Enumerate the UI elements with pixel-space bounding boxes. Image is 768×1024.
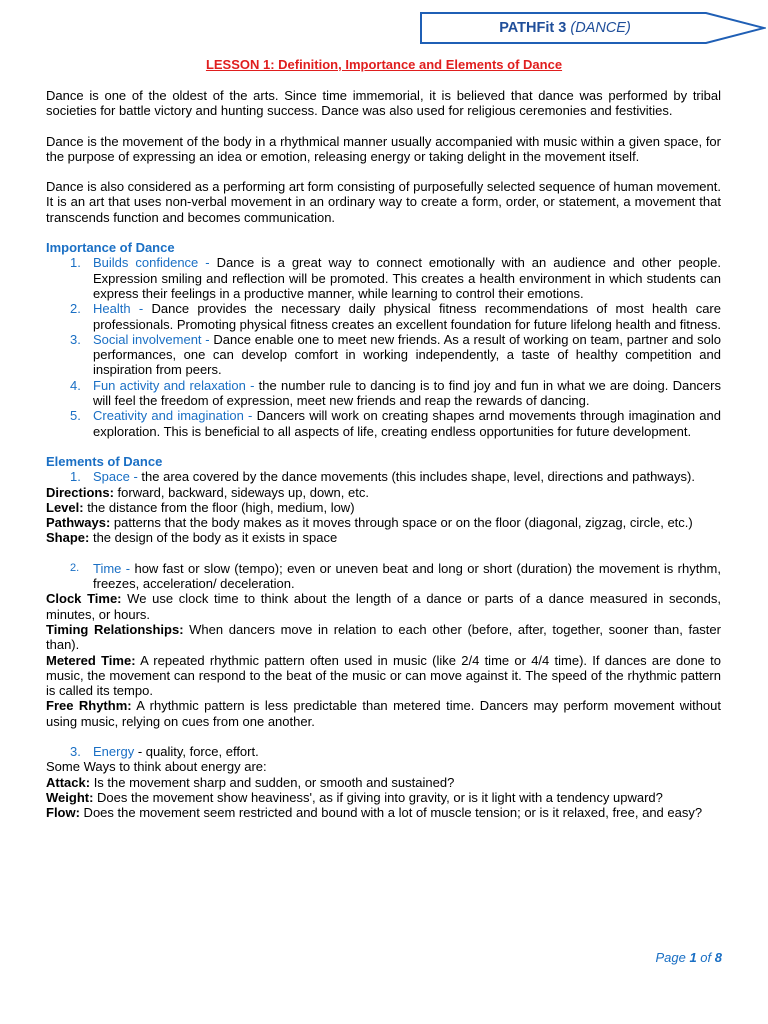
item-text: Dance is a great way to connect emotionally with an audience and other people. Expression smiling and reflection will be promoted. This creates a health environment in which students can express their feelings in a productive manner, while learning to control their emotions.: [93, 255, 721, 301]
elements-list-time: [46, 561, 721, 592]
item-number: 5.: [70, 408, 81, 424]
definition-text: the distance from the floor (high, medium, low): [83, 499, 355, 515]
document-body: [46, 88, 721, 820]
definition-line: [46, 622, 721, 653]
elements-list-space: [46, 469, 721, 484]
definition-text: the design of the body as it exists in space: [89, 530, 338, 546]
item-text: - quality, force, effort.: [134, 743, 259, 759]
intro-paragraph: Dance is one of the oldest of the arts. Since time immemorial, it is believed that dance was performed by tribal societies for battle victory and hunting success. Dance was also used for religious ceremonies and festivities.: [46, 88, 721, 119]
course-open-paren: (: [570, 20, 576, 36]
elements-list-energy: [46, 744, 721, 759]
item-number: 1.: [70, 255, 81, 271]
definition-text: Does the movement seem restricted and bound with a lot of muscle tension; or is it relaxed, free, and easy?: [79, 805, 703, 821]
course-close-paren: ): [625, 20, 631, 36]
item-term: Energy: [93, 743, 135, 759]
list-item: [46, 378, 721, 409]
definition-label: Pathways:: [46, 515, 111, 531]
item-term: Time -: [93, 560, 131, 576]
list-item: [46, 332, 721, 378]
definition-line: [46, 805, 721, 820]
course-name: PATHFit 3: [499, 20, 567, 36]
course-subject: DANCE: [575, 20, 626, 36]
definition-line: [46, 591, 721, 622]
item-text: the number rule to dancing is to find joy and fun in what we are doing. Dancers will feel the freedom of expression, meet new friends and reap the rewards of dancing.: [93, 377, 721, 409]
item-number: 1.: [70, 469, 81, 485]
item-term: Creativity and imagination -: [93, 408, 253, 424]
item-text: Dance enable one to meet new friends. As a result of working on team, partner and solo performances, one can develop comfort in working independently, a taste of healthy competition and inspiration from peers.: [93, 331, 721, 378]
definition-line: [46, 775, 721, 790]
item-term: Builds confidence -: [93, 255, 210, 271]
item-number: 2.: [70, 561, 80, 574]
definition-label: Flow:: [46, 805, 80, 821]
definition-line: [46, 530, 721, 545]
page-total: 8: [714, 950, 722, 965]
definition-text: A repeated rhythmic pattern often used in music (like 2/4 time or 4/4 time). If dances are done to music, the movement can respond to the beat of the music or can move against it. The speed of the rhythmic pattern is called its tempo.: [46, 652, 721, 699]
item-number: 3.: [70, 331, 81, 347]
page-number: [655, 950, 722, 965]
definition-text: Does the movement show heaviness', as if giving into gravity, or is it light with a tendency upward?: [93, 789, 663, 805]
list-item: [46, 744, 721, 759]
item-text: Dance provides the necessary daily physical fitness recommendations of most health care professionals. Promoting physical fitness creates an excellent foundation for future lifelong health and fitness.: [93, 301, 721, 332]
definition-text: Is the movement sharp and sudden, or smooth and sustained?: [90, 774, 455, 790]
importance-heading: Importance of Dance: [46, 240, 175, 256]
page-current: 1: [689, 950, 697, 965]
item-term: Social involvement -: [93, 331, 210, 347]
item-number: 3.: [70, 743, 81, 759]
definition-text: A rhythmic pattern is less predictable than metered time. Dancers may perform movement without using music, relying on cues from one another.: [46, 698, 722, 729]
definition-label: Clock Time:: [46, 591, 122, 607]
item-term: Health -: [93, 301, 144, 317]
list-item: [46, 255, 721, 301]
definition-label: Shape:: [46, 530, 90, 546]
list-item: [46, 469, 721, 484]
intro-paragraph: Dance is the movement of the body in a rhythmical manner usually accompanied with music within a given space, for the purpose of expressing an idea or emotion, releasing energy or taking delight in the movement itself.: [46, 133, 721, 164]
definition-line: [46, 515, 721, 530]
definition-text: When dancers move in relation to each other (before, after, together, sooner than, faster than).: [46, 621, 721, 653]
definition-label: Free Rhythm:: [46, 698, 132, 714]
item-text: Dancers will work on creating shapes arnd movements through imagination and exploration. This is beneficial to all aspects of life, creating endless opportunities for future development.: [93, 408, 721, 439]
item-term: Fun activity and relaxation -: [93, 377, 255, 393]
definition-text: forward, backward, sideways up, down, etc.: [113, 484, 369, 500]
elements-heading: Elements of Dance: [46, 453, 163, 469]
definition-label: Attack:: [46, 774, 91, 790]
list-item: [46, 408, 721, 439]
definition-label: Metered Time:: [46, 652, 136, 668]
definition-label: Directions:: [46, 484, 114, 500]
list-item: [46, 301, 721, 332]
page-word: Page: [655, 950, 686, 965]
definition-line: [46, 500, 721, 515]
page-of: of: [700, 950, 712, 965]
list-item: [46, 561, 721, 592]
definition-label: Level:: [46, 499, 84, 515]
intro-paragraph: Dance is also considered as a performing art form consisting of purposefully selected sequence of human movement. It is an art that uses non-verbal movement in an ordinary way to create a form, order, or statement, a movement that transcends function and becomes communication.: [46, 179, 721, 225]
course-header-tag: [420, 12, 766, 44]
item-number: 2.: [70, 301, 81, 317]
item-term: Space -: [93, 469, 138, 485]
definition-line: [46, 790, 721, 805]
importance-list: [46, 255, 721, 439]
definition-line: [46, 698, 721, 729]
item-text: the area covered by the dance movements (this includes shape, level, directions and pathways).: [137, 469, 695, 485]
item-text: how fast or slow (tempo); even or uneven beat and long or short (duration) the movement is rhythm, freezes, acceleration/ deceleration.: [93, 560, 721, 592]
definition-text: patterns that the body makes as it moves through space or on the floor (diagonal, zigzag, circle, etc.): [110, 515, 693, 531]
definition-line: [46, 485, 721, 500]
definition-label: Weight:: [46, 789, 94, 805]
energy-lead: Some Ways to think about energy are:: [46, 759, 267, 775]
item-number: 4.: [70, 377, 81, 393]
definition-text: We use clock time to think about the length of a dance or parts of a dance measured in seconds, minutes, or hours.: [46, 591, 721, 622]
definition-label: Timing Relationships:: [46, 621, 184, 637]
definition-line: [46, 653, 721, 699]
course-title: [420, 12, 710, 44]
lesson-title: LESSON 1: Definition, Importance and Elements of Dance: [205, 57, 563, 72]
